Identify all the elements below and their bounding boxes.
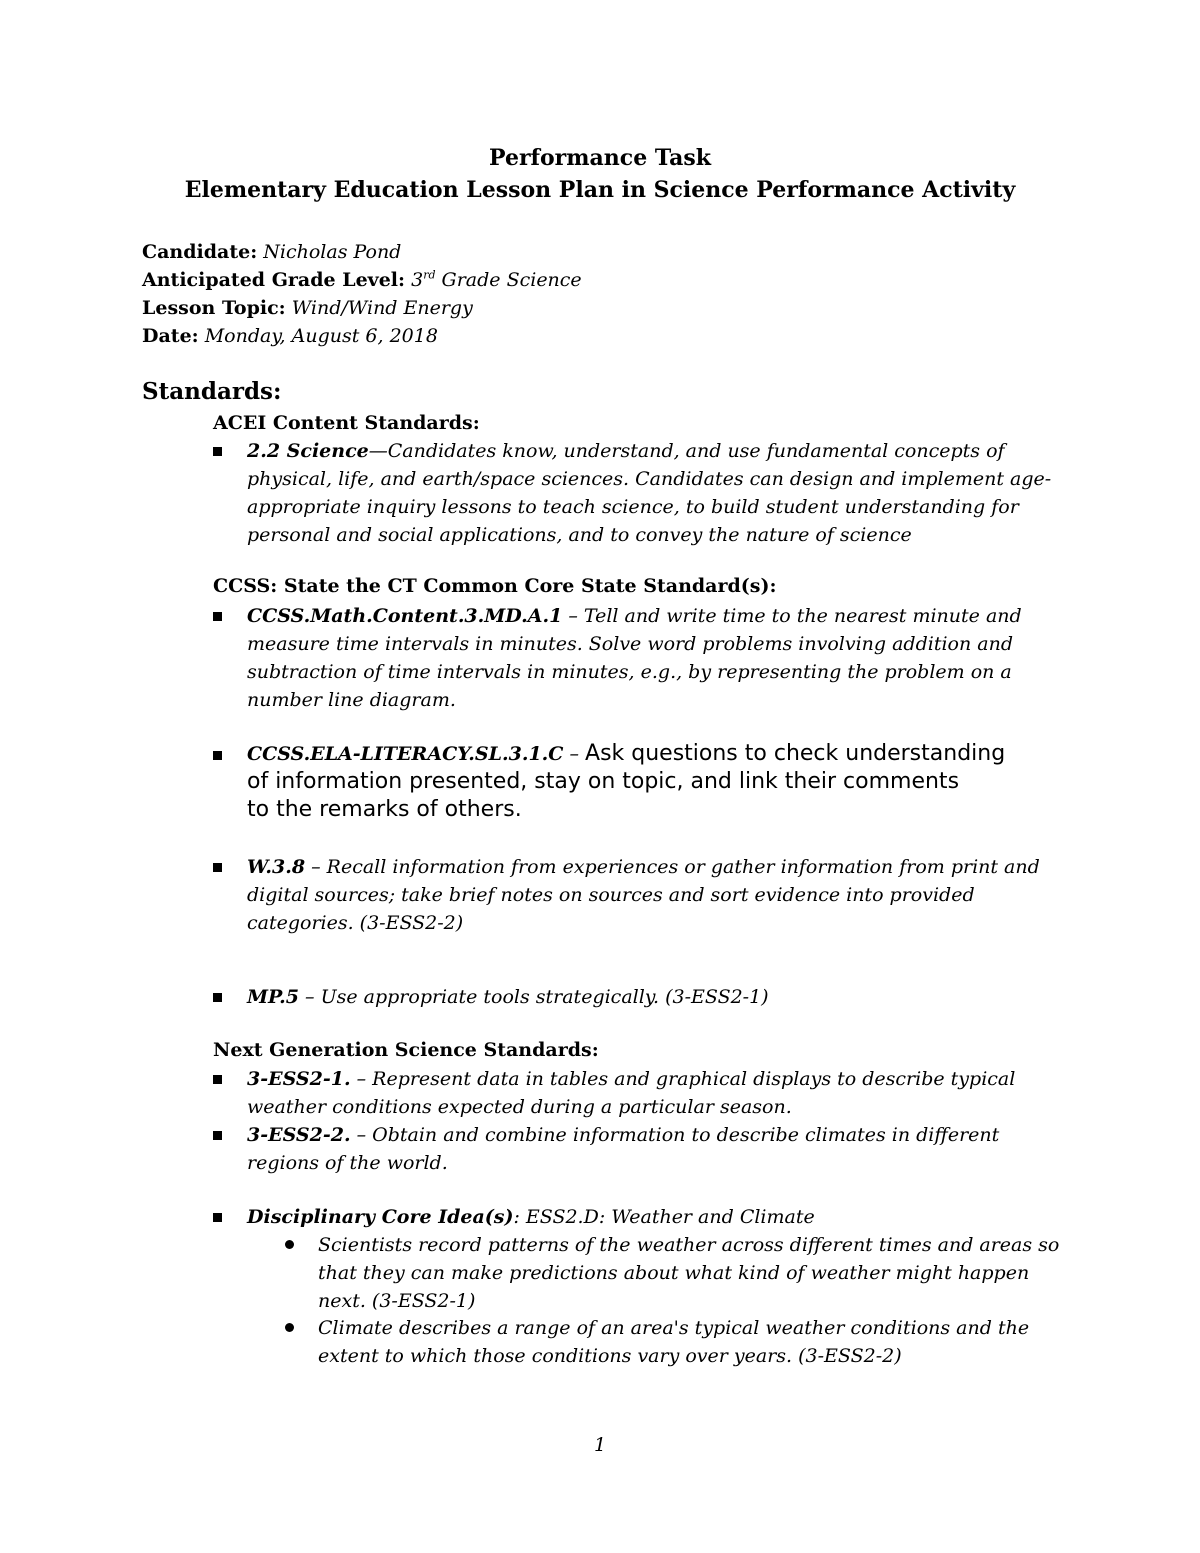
ess2-2-lead: 3-ESS2-2. (247, 1124, 351, 1146)
round-bullet-icon (285, 1323, 294, 1332)
acei-heading: ACEI Content Standards: (213, 412, 480, 434)
dci-sub-line: Climate describes a range of an area's typical weather conditions and the (318, 1317, 1030, 1339)
ccss-ela-line: to the remarks of others. (247, 797, 522, 822)
mp5-lead: MP.5 (247, 986, 300, 1008)
ccss-heading: CCSS: State the CT Common Core State Standard(s): (213, 575, 777, 597)
ccss-ela-line: CCSS.ELA-LITERACY.SL.3.1.C – Ask questions to check understanding (247, 741, 1006, 766)
ccss-math-lead: CCSS.Math.Content.3.MD.A.1 (247, 605, 563, 627)
acei-item-line: personal and social applications, and to convey the nature of science (247, 524, 912, 546)
standards-heading: Standards: (142, 378, 282, 405)
ccss-item-line: categories. (3-ESS2-2) (247, 912, 464, 934)
ccss-ela-line: of information presented, stay on topic, and link their comments (247, 769, 960, 794)
ngss-item-line: 3-ESS2-2. – Obtain and combine information to describe climates in different (247, 1124, 1000, 1146)
ccss-item-line: number line diagram. (247, 689, 456, 711)
ess2-1-lead: 3-ESS2-1. (247, 1068, 351, 1090)
grade-suffix: rd (423, 268, 436, 282)
dci-sub-line: extent to which those conditions vary over years. (3-ESS2-2) (318, 1345, 902, 1367)
round-bullet-icon (285, 1240, 294, 1249)
page-number: 1 (593, 1434, 607, 1456)
square-bullet-icon (213, 863, 222, 872)
square-bullet-icon (213, 612, 222, 621)
square-bullet-icon (213, 1131, 222, 1140)
ccss-item-line: W.3.8 – Recall information from experiences or gather information from print and (247, 856, 1040, 878)
ccss-item-line: measure time intervals in minutes. Solve word problems involving addition and (247, 633, 1013, 655)
acei-item-line: 2.2 Science—Candidates know, understand, and use fundamental concepts of (247, 440, 1005, 462)
ngss-item-line: regions of the world. (247, 1152, 448, 1174)
candidate-label: Candidate: (142, 241, 258, 263)
acei-item-line: appropriate inquiry lessons to teach science, to build student understanding for (247, 496, 1019, 518)
square-bullet-icon (213, 447, 222, 456)
acei-item-lead: 2.2 Science (247, 440, 369, 462)
document-subtitle: Elementary Education Lesson Plan in Science Performance Activity (184, 177, 1016, 203)
document-title: Performance Task (489, 145, 711, 171)
ngss-item-line: 3-ESS2-1. – Represent data in tables and graphical displays to describe typical (247, 1068, 1016, 1090)
date-value: Monday, August 6, 2018 (204, 325, 438, 347)
topic-label: Lesson Topic: (142, 297, 286, 319)
w38-lead: W.3.8 (247, 856, 306, 878)
acei-item-line: physical, life, and earth/space sciences. Candidates can design and implement age- (247, 468, 1052, 490)
square-bullet-icon (213, 751, 222, 760)
ccss-item-line: CCSS.Math.Content.3.MD.A.1 – Tell and write time to the nearest minute and (247, 605, 1022, 627)
topic-value: Wind/Wind Energy (291, 297, 473, 319)
ngss-item-line: weather conditions expected during a particular season. (247, 1096, 792, 1118)
date-label: Date: (142, 325, 199, 347)
ccss-item-line: subtraction of time intervals in minutes, e.g., by representing the problem on a (247, 661, 1012, 683)
square-bullet-icon (213, 993, 222, 1002)
ccss-item-line: digital sources; take brief notes on sources and sort evidence into provided (247, 884, 975, 906)
ngss-heading: Next Generation Science Standards: (213, 1039, 599, 1061)
date-line (142, 324, 438, 348)
dci-lead: Disciplinary Core Idea(s) (247, 1206, 514, 1228)
ccss-item-line: MP.5 – Use appropriate tools strategically. (3-ESS2-1) (247, 986, 769, 1008)
square-bullet-icon (213, 1213, 222, 1222)
ccss-ela-lead: CCSS.ELA-LITERACY.SL.3.1.C (247, 743, 564, 765)
grade-label: Anticipated Grade Level: (142, 269, 406, 291)
grade-number: 3 (411, 269, 424, 291)
grade-line (142, 268, 582, 292)
dci-line: Disciplinary Core Idea(s): ESS2.D: Weather and Climate (247, 1206, 815, 1228)
square-bullet-icon (213, 1075, 222, 1084)
dci-sub-line: that they can make predictions about what kind of weather might happen (318, 1262, 1030, 1284)
dci-sub-line: Scientists record patterns of the weather across different times and areas so (318, 1234, 1060, 1256)
topic-line (142, 296, 473, 320)
candidate-line (142, 240, 401, 264)
grade-subject: Grade Science (441, 269, 582, 291)
dci-sub-line: next. (3-ESS2-1) (318, 1290, 476, 1312)
candidate-value: Nicholas Pond (263, 241, 402, 263)
